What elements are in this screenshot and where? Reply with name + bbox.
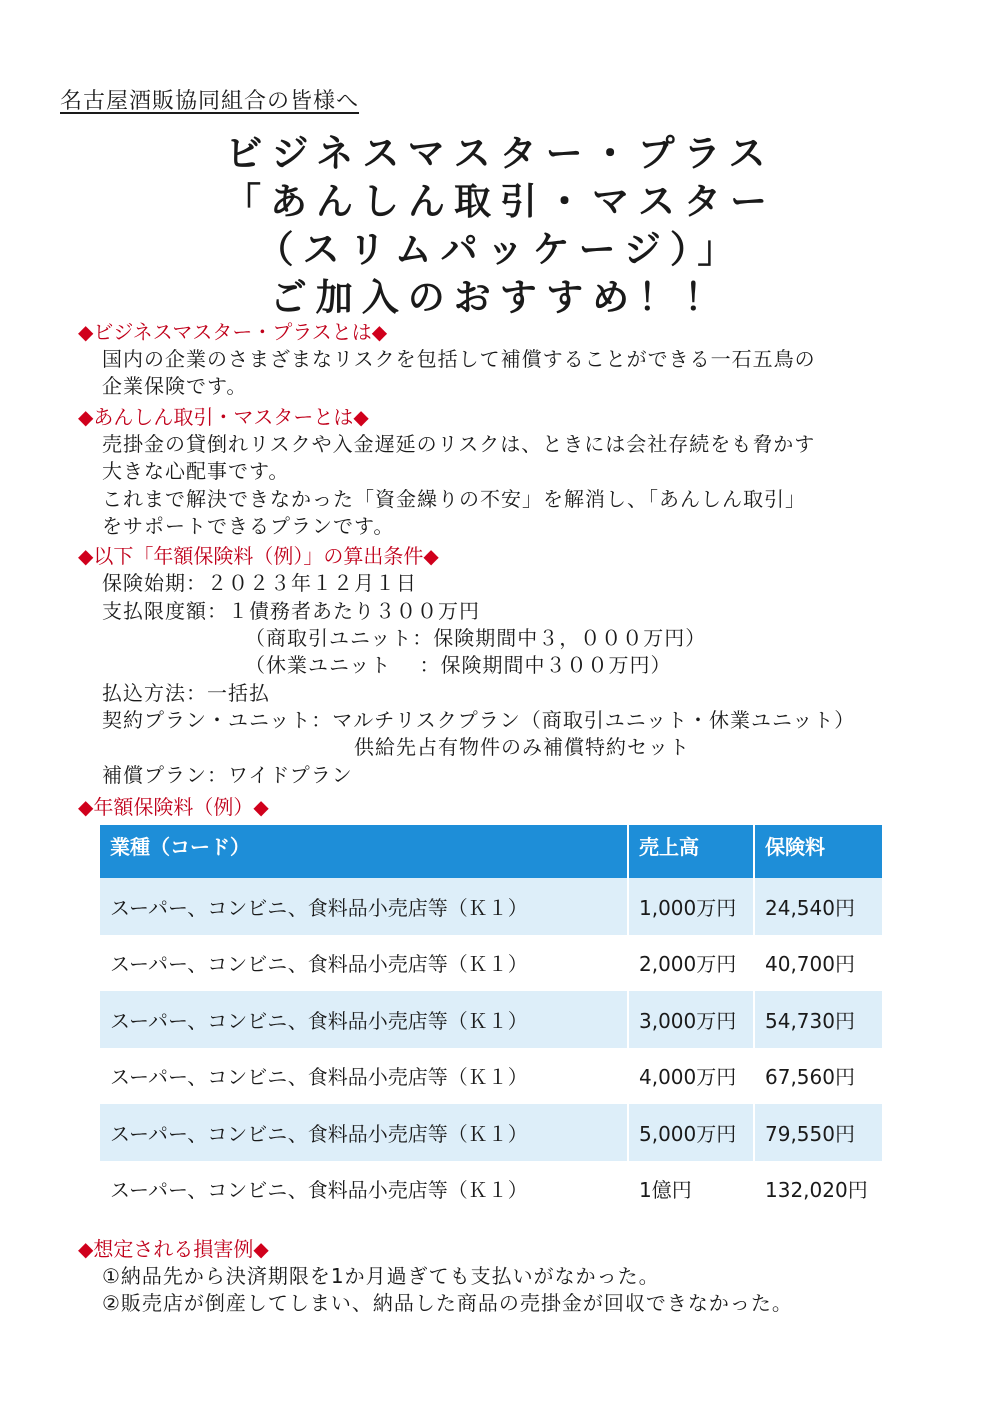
diamond-icon: ◆ xyxy=(78,544,94,568)
cell-premium: 132,020円 xyxy=(765,1178,868,1203)
condition-payment-limit: 支払限度額：１債務者あたり３００万円 xyxy=(102,599,480,623)
section-heading-text: 年額保険料（例） xyxy=(93,795,254,819)
bmp-line-1: 国内の企業のさまざまなリスクを包括して補償することができる一石五鳥の xyxy=(102,347,816,371)
section-heading-bmp xyxy=(78,316,387,345)
section-heading-text: あんしん取引・マスターとは xyxy=(93,405,354,429)
header-sales: 売上高 xyxy=(628,825,754,878)
table-header-row xyxy=(100,825,882,878)
premium-table xyxy=(100,825,882,1217)
table-row xyxy=(100,935,882,992)
cell-industry: スーパー、コンビニ、食料品小売店等（Ｋ１） xyxy=(100,878,628,935)
section-heading-text: ビジネスマスター・プラスとは xyxy=(93,320,372,344)
cell-industry: スーパー、コンビニ、食料品小売店等（Ｋ１） xyxy=(100,1161,628,1218)
cell-sales: 2,000万円 xyxy=(628,935,754,992)
cell-premium: 79,550円 xyxy=(754,1104,882,1161)
diamond-icon: ◆ xyxy=(353,405,369,429)
damage-example-2: ②販売店が倒産してしまい、納品した商品の売掛金が回収できなかった。 xyxy=(102,1291,793,1315)
condition-special-clause: 供給先占有物件のみ補償特約セット xyxy=(354,735,690,759)
title-line-2: 「あんしん取引・マスター xyxy=(224,180,776,223)
diamond-icon: ◆ xyxy=(78,320,94,344)
table-row xyxy=(100,1161,882,1218)
cell-premium: 67,560円 xyxy=(765,1065,855,1090)
condition-payment-method: 払込方法：一括払 xyxy=(102,681,270,705)
table-row xyxy=(100,991,882,1048)
condition-closure-unit: （休業ユニット ：保険期間中３００万円） xyxy=(245,653,672,677)
cell-industry: スーパー、コンビニ、食料品小売店等（Ｋ１） xyxy=(100,991,628,1048)
addressee: 名古屋酒販協同組合の皆様へ xyxy=(60,89,360,114)
section-heading-text: 以下「年額保険料（例）」の算出条件 xyxy=(93,544,424,568)
cell-sales: 5,000万円 xyxy=(628,1104,754,1161)
cell-industry: スーパー、コンビニ、食料品小売店等（Ｋ１） xyxy=(100,1104,628,1161)
section-heading-premium xyxy=(78,791,269,820)
cell-sales: 1億円 xyxy=(628,1161,754,1218)
cell-premium: 24,540円 xyxy=(754,878,882,935)
cell-sales: 3,000万円 xyxy=(628,991,754,1048)
header-premium: 保険料 xyxy=(754,825,882,878)
diamond-icon: ◆ xyxy=(78,405,94,429)
diamond-icon: ◆ xyxy=(78,1237,94,1261)
anshin-line-4: をサポートできるプランです。 xyxy=(102,514,395,538)
condition-trade-unit: （商取引ユニット：保険期間中３，０００万円） xyxy=(245,626,707,650)
condition-contract-plan: 契約プラン・ユニット：マルチリスクプラン（商取引ユニット・休業ユニット） xyxy=(102,708,856,732)
section-heading-damage xyxy=(78,1233,269,1262)
cell-premium: 40,700円 xyxy=(765,952,855,977)
section-heading-text: 想定される損害例 xyxy=(93,1237,254,1261)
anshin-line-3: これまで解決できなかった「資金繰りの不安」を解消し、「あんしん取引」 xyxy=(102,487,806,511)
cell-premium: 54,730円 xyxy=(754,991,882,1048)
diamond-icon: ◆ xyxy=(423,544,439,568)
condition-start-date: 保険始期：２０２３年１２月１日 xyxy=(102,571,417,595)
cell-sales: 4,000万円 xyxy=(628,1048,754,1105)
anshin-line-1: 売掛金の貸倒れリスクや入金遅延のリスクは、ときには会社存続をも脅かす xyxy=(102,432,816,456)
title-line-4: ご加入のおすすめ！！ xyxy=(269,276,731,319)
anshin-line-2: 大きな心配事です。 xyxy=(102,459,290,483)
cell-industry: スーパー、コンビニ、食料品小売店等（Ｋ１） xyxy=(100,935,628,992)
section-heading-anshin xyxy=(78,401,369,430)
title-line-1: ビジネスマスター・プラス xyxy=(225,132,775,175)
cell-sales: 1,000万円 xyxy=(628,878,754,935)
damage-example-1: ①納品先から決済期限を1か月過ぎても支払いがなかった。 xyxy=(102,1264,660,1288)
header-industry: 業種（コード） xyxy=(100,825,628,878)
table-row xyxy=(100,878,882,935)
title-line-3: （スリムパッケージ）」 xyxy=(256,228,744,271)
diamond-icon: ◆ xyxy=(78,795,94,819)
cell-industry: スーパー、コンビニ、食料品小売店等（Ｋ１） xyxy=(100,1048,628,1105)
table-row xyxy=(100,1048,882,1105)
page-title xyxy=(0,130,1000,322)
section-heading-conditions xyxy=(78,540,439,569)
bmp-line-2: 企業保険です。 xyxy=(102,374,248,398)
condition-coverage-plan: 補償プラン：ワイドプラン xyxy=(102,763,353,787)
diamond-icon: ◆ xyxy=(253,795,269,819)
table-row xyxy=(100,1104,882,1161)
diamond-icon: ◆ xyxy=(371,320,388,344)
diamond-icon: ◆ xyxy=(253,1237,269,1261)
